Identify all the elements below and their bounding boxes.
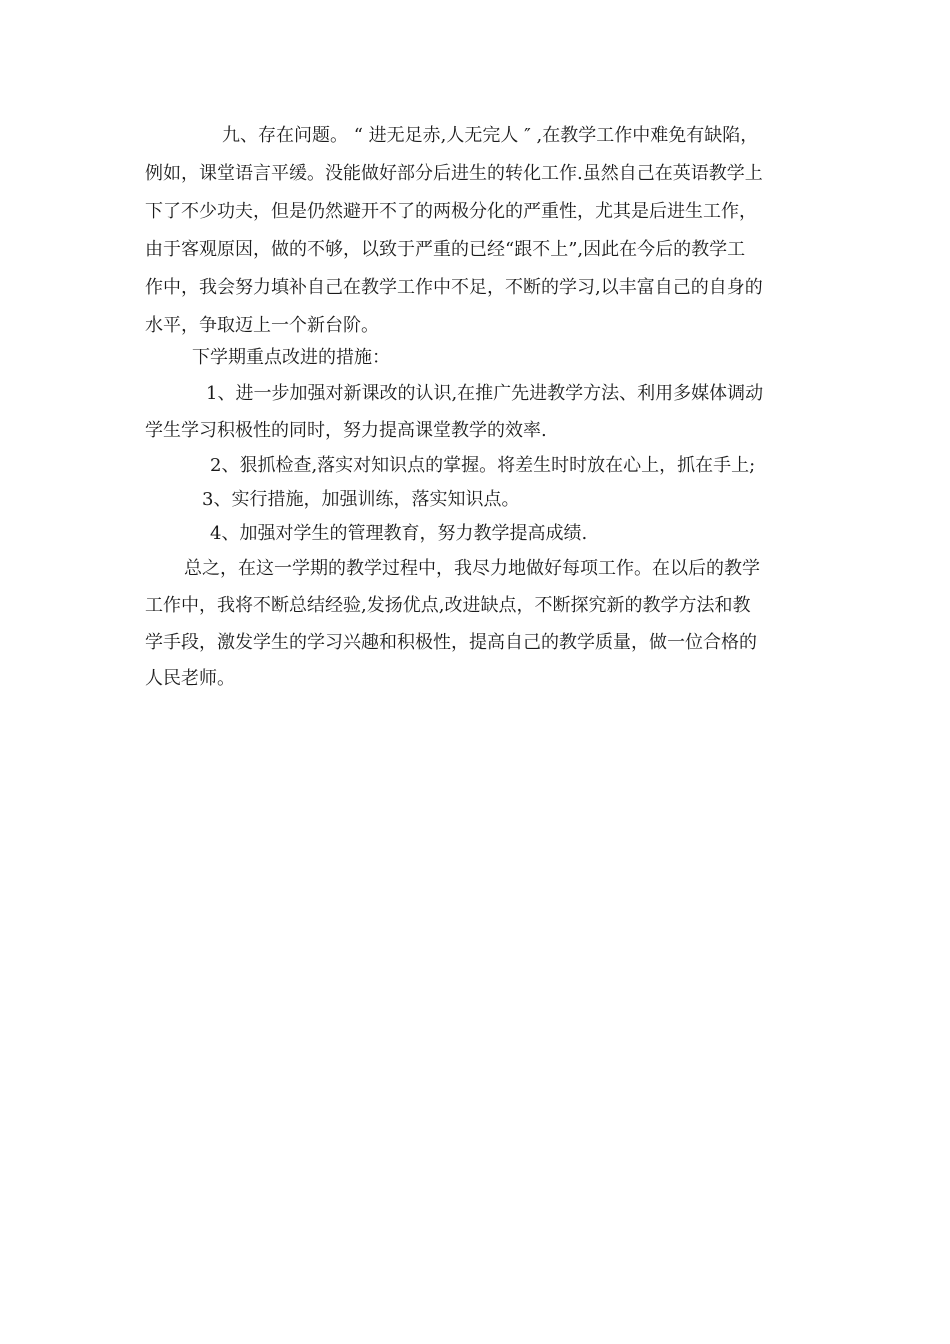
text-line: 九、存在问题。 “ 进无足赤,人无完人 ″ ,在教学工作中难免有缺陷， bbox=[222, 125, 759, 146]
text-line: 学生学习积极性的同时，努力提高课堂教学的效率. bbox=[145, 420, 547, 441]
text-line: 由于客观原因，做的不够，以致于严重的已经“跟不上”,因此在今后的教学工 bbox=[145, 239, 746, 260]
text-line: 水平，争取迈上一个新台阶。 bbox=[145, 315, 379, 336]
section-heading: 下学期重点改进的措施： bbox=[192, 347, 390, 368]
text-line: 学手段，激发学生的学习兴趣和积极性，提高自己的教学质量，做一位合格的 bbox=[145, 632, 757, 653]
list-item: 2、狠抓检查,落实对知识点的掌握。将差生时时放在心上，抓在手上; bbox=[210, 455, 756, 476]
text-line: 下了不少功夫，但是仍然避开不了的两极分化的严重性，尤其是后进生工作， bbox=[145, 201, 757, 222]
text-line: 工作中，我将不断总结经验,发扬优点,改进缺点，不断探究新的教学方法和教 bbox=[145, 595, 751, 616]
text-line: 人民老师。 bbox=[145, 668, 235, 689]
text-line: 例如，课堂语言平缓。没能做好部分后进生的转化工作.虽然自己在英语教学上 bbox=[145, 163, 763, 184]
list-item: 4、加强对学生的管理教育，努力教学提高成绩. bbox=[210, 523, 588, 544]
text-line: 总之，在这一学期的教学过程中，我尽力地做好每项工作。在以后的教学 bbox=[184, 558, 760, 579]
list-item: 1、进一步加强对新课改的认识,在推广先进教学方法、利用多媒体调动 bbox=[206, 383, 764, 404]
list-item: 3、实行措施，加强训练，落实知识点。 bbox=[202, 489, 520, 510]
text-line: 作中，我会努力填补自己在教学工作中不足，不断的学习,以丰富自己的自身的 bbox=[145, 277, 763, 298]
